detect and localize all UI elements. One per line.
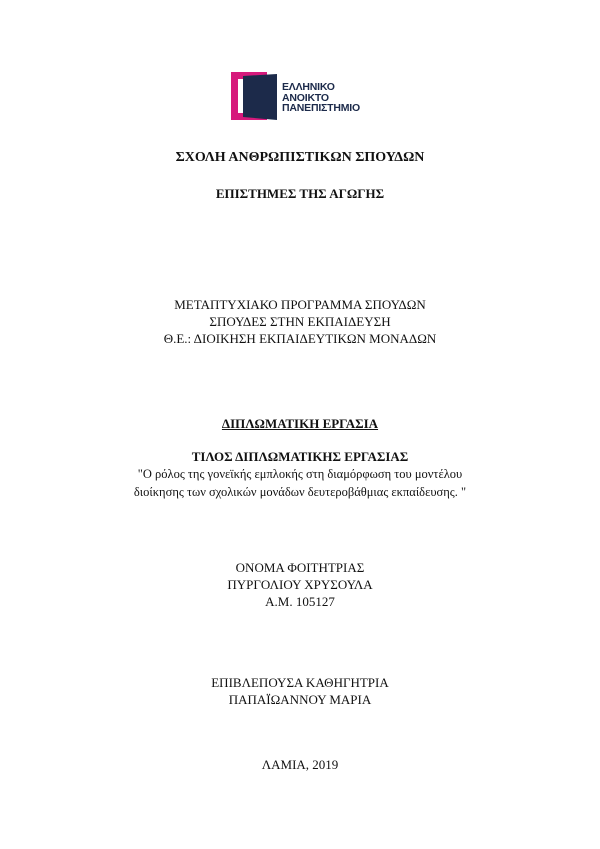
place-date: ΛΑΜΙΑ, 2019 <box>261 757 339 772</box>
logo-line-1: ΕΛΛΗΝΙΚΟ <box>282 81 335 93</box>
thesis-heading: ΔΙΠΛΩΜΑΤΙΚΗ ΕΡΓΑΣΙΑ <box>221 416 379 431</box>
student-name: ΠΥΡΓΟΛΙΟΥ ΧΡΥΣΟΥΛΑ <box>227 577 373 592</box>
university-logo <box>231 72 381 122</box>
supervisor-label: ΕΠΙΒΛΕΠΟΥΣΑ ΚΑΘΗΓΗΤΡΙΑ <box>211 675 389 690</box>
logo-line-2: ΑΝΟΙΚΤΟ <box>282 91 329 104</box>
thesis-title-line-1: "Ο ρόλος της γονεϊκής εμπλοκής στη διαμόρφωση του μοντέλου <box>137 467 463 481</box>
thesis-title-label: ΤΙΛΟΣ ΔΙΠΛΩΜΑΤΙΚΗΣ ΕΡΓΑΣΙΑΣ <box>191 449 409 464</box>
student-label: ΟΝΟΜΑ ΦΟΙΤΗΤΡΙΑΣ <box>235 560 365 575</box>
supervisor-name: ΠΑΠΑΪΩΑΝΝΟΥ ΜΑΡΙΑ <box>228 692 372 707</box>
program-line-2: ΣΠΟΥΔΕΣ ΣΤΗΝ ΕΚΠΑΙΔΕΥΣΗ <box>209 314 391 329</box>
program-line-1: ΜΕΤΑΠΤΥΧΙΑΚΟ ΠΡΟΓΡΑΜΜΑ ΣΠΟΥΔΩΝ <box>174 297 426 312</box>
student-id: Α.Μ. 105127 <box>265 594 335 609</box>
university-logo-mark <box>231 72 281 122</box>
university-logo-text <box>282 82 360 114</box>
department-name: ΕΠΙΣΤΗΜΕΣ ΤΗΣ ΑΓΩΓΗΣ <box>215 186 385 201</box>
logo-line-3: ΠΑΝΕΠΙΣΤΗΜΙΟ <box>282 102 360 114</box>
thesis-title-line-2: διοίκησης των σχολικών μονάδων δευτεροβάθμιας εκπαίδευσης. " <box>133 485 467 499</box>
school-name: ΣΧΟΛΗ ΑΝΘΡΩΠΙΣΤΙΚΩΝ ΣΠΟΥΔΩΝ <box>175 150 425 165</box>
program-line-3: Θ.Ε.: ΔΙΟΙΚΗΣΗ ΕΚΠΑΙΔΕΥΤΙΚΩΝ ΜΟΝΑΔΩΝ <box>163 331 437 346</box>
